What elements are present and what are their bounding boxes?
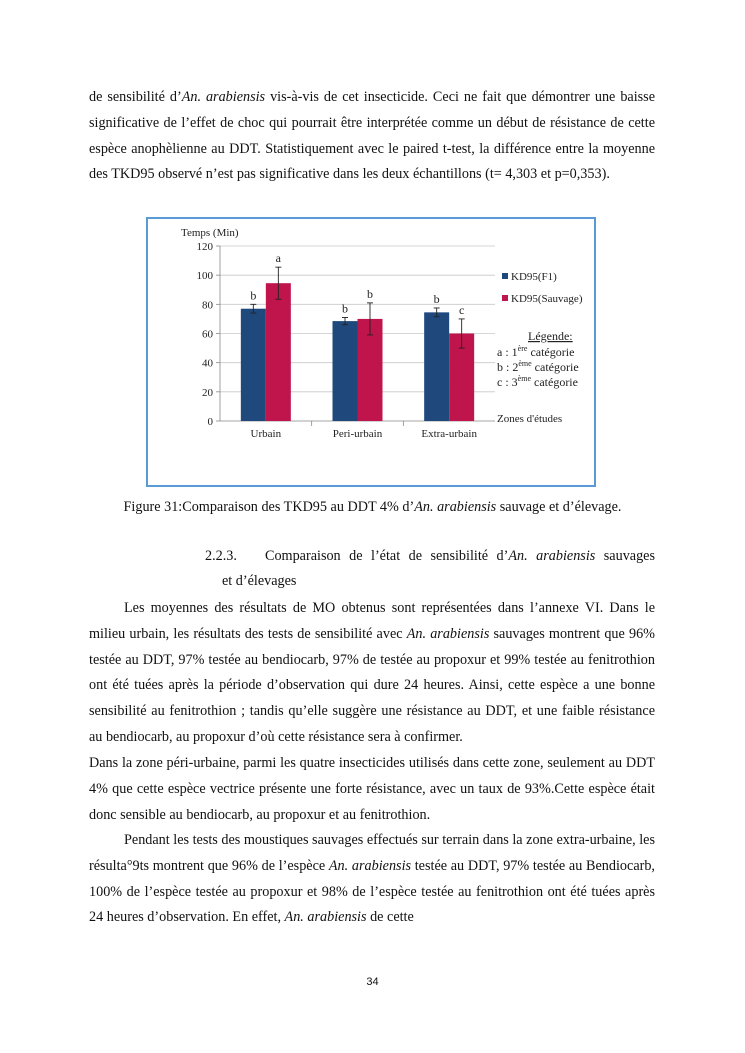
significance-letter: c — [459, 302, 465, 317]
x-axis-label: Zones d'études — [497, 413, 563, 425]
legend-label: KD95(F1) — [511, 271, 557, 283]
section-title-line2: et d’élevages — [222, 573, 297, 589]
y-axis-label: Temps (Min) — [181, 227, 239, 239]
figure-caption: Figure 31:Comparaison des TKD95 au DDT 4% d’An. arabiensis sauvage et d’élevage. — [123, 499, 622, 515]
bar-chart — [148, 219, 593, 484]
y-tick-label: 0 — [207, 416, 213, 428]
paragraph-3: Dans la zone péri-urbaine, parmi les quatre insecticides utilisés dans cette zone, seulement au DDT 4% que cette espèce vectrice présente une forte résistance, avec un taux de 93%.Cette espèce était donc sensible au bendiocarb, au propoxur et au fenitrothion. — [89, 755, 655, 823]
y-tick-label: 120 — [196, 241, 213, 253]
significance-letter: b — [342, 301, 348, 316]
bar — [424, 312, 449, 421]
page-number: 34 — [366, 976, 379, 988]
legend-swatch — [502, 273, 508, 279]
significance-letter: b — [433, 291, 440, 306]
x-tick-label: Extra-urbain — [421, 428, 477, 440]
significance-letter: b — [367, 286, 373, 301]
legend-note: a : 1ère catégorie — [497, 344, 575, 359]
bar — [241, 309, 266, 421]
paragraph-2: Les moyennes des résultats de MO obtenus sont représentées dans l’annexe VI. Dans le milieu urbain, les résultats des tests de sensibilité avec An. arabiensis sauvages montrent que 96% testée au DDT, 97% testée au bendiocarb, 97% de testée au propoxur et 99% testée au fenitrothion ont été tuées après la période d’observation qui dure 24 heures. Ainsi, cette espèce a une bonne sensibilité au fenitrothion ; tandis qu’elle suggère une résistance au DDT, et une faible résistance au bendiocarb, au propoxur d’où cette résistance sera à confirmer. — [89, 600, 655, 745]
legend-label: KD95(Sauvage) — [511, 293, 583, 305]
y-tick-label: 20 — [202, 386, 213, 399]
legend-title: Légende: — [528, 329, 573, 343]
paragraph-1: de sensibilité d’An. arabiensis vis-à-vis de cet insecticide. Ceci ne fait que démontrer une baisse significative de l’effet de choc qui pourrait être interprétée comme un début de résistance de cette espèce anophèlienne au DDT. Statistiquement avec le paired t-test, la différence entre la moyenne des TKD95 observé n’est pas significative dans les deux échantillons (t= 4,303 et p=0,353). — [89, 89, 655, 183]
significance-letter: b — [250, 288, 257, 303]
y-tick-label: 60 — [202, 328, 213, 341]
paragraph-4: Pendant les tests des moustiques sauvages effectués sur terrain dans la zone extra-urbaine, les résulta°9ts montrent que 96% de l’espèce An. arabiensis testée au DDT, 97% testée au Bendiocarb, 100% de l’espèce testée au propoxur et 98% de l’espèce testée au fenitrothion ont été tuées après 24 heures d’observation. En effet, An. arabiensis de cette — [89, 832, 655, 926]
legend-note: c : 3ème catégorie — [497, 374, 578, 389]
bar — [333, 321, 358, 421]
figure-31-chart — [146, 217, 596, 487]
x-tick-label: Peri-urbain — [332, 428, 383, 440]
section-title-line1: Comparaison de l’état de sensibilité d’An. arabiensis sauvages — [265, 548, 655, 564]
legend-note: b : 2ème catégorie — [497, 359, 579, 374]
x-tick-label: Urbain — [250, 428, 282, 440]
significance-letter: a — [275, 251, 281, 266]
y-tick-label: 40 — [202, 357, 213, 370]
y-tick-label: 100 — [196, 270, 213, 283]
section-number: 2.2.3. — [205, 548, 237, 564]
bar — [266, 283, 291, 421]
legend-swatch — [502, 295, 508, 301]
y-tick-label: 80 — [202, 299, 213, 312]
